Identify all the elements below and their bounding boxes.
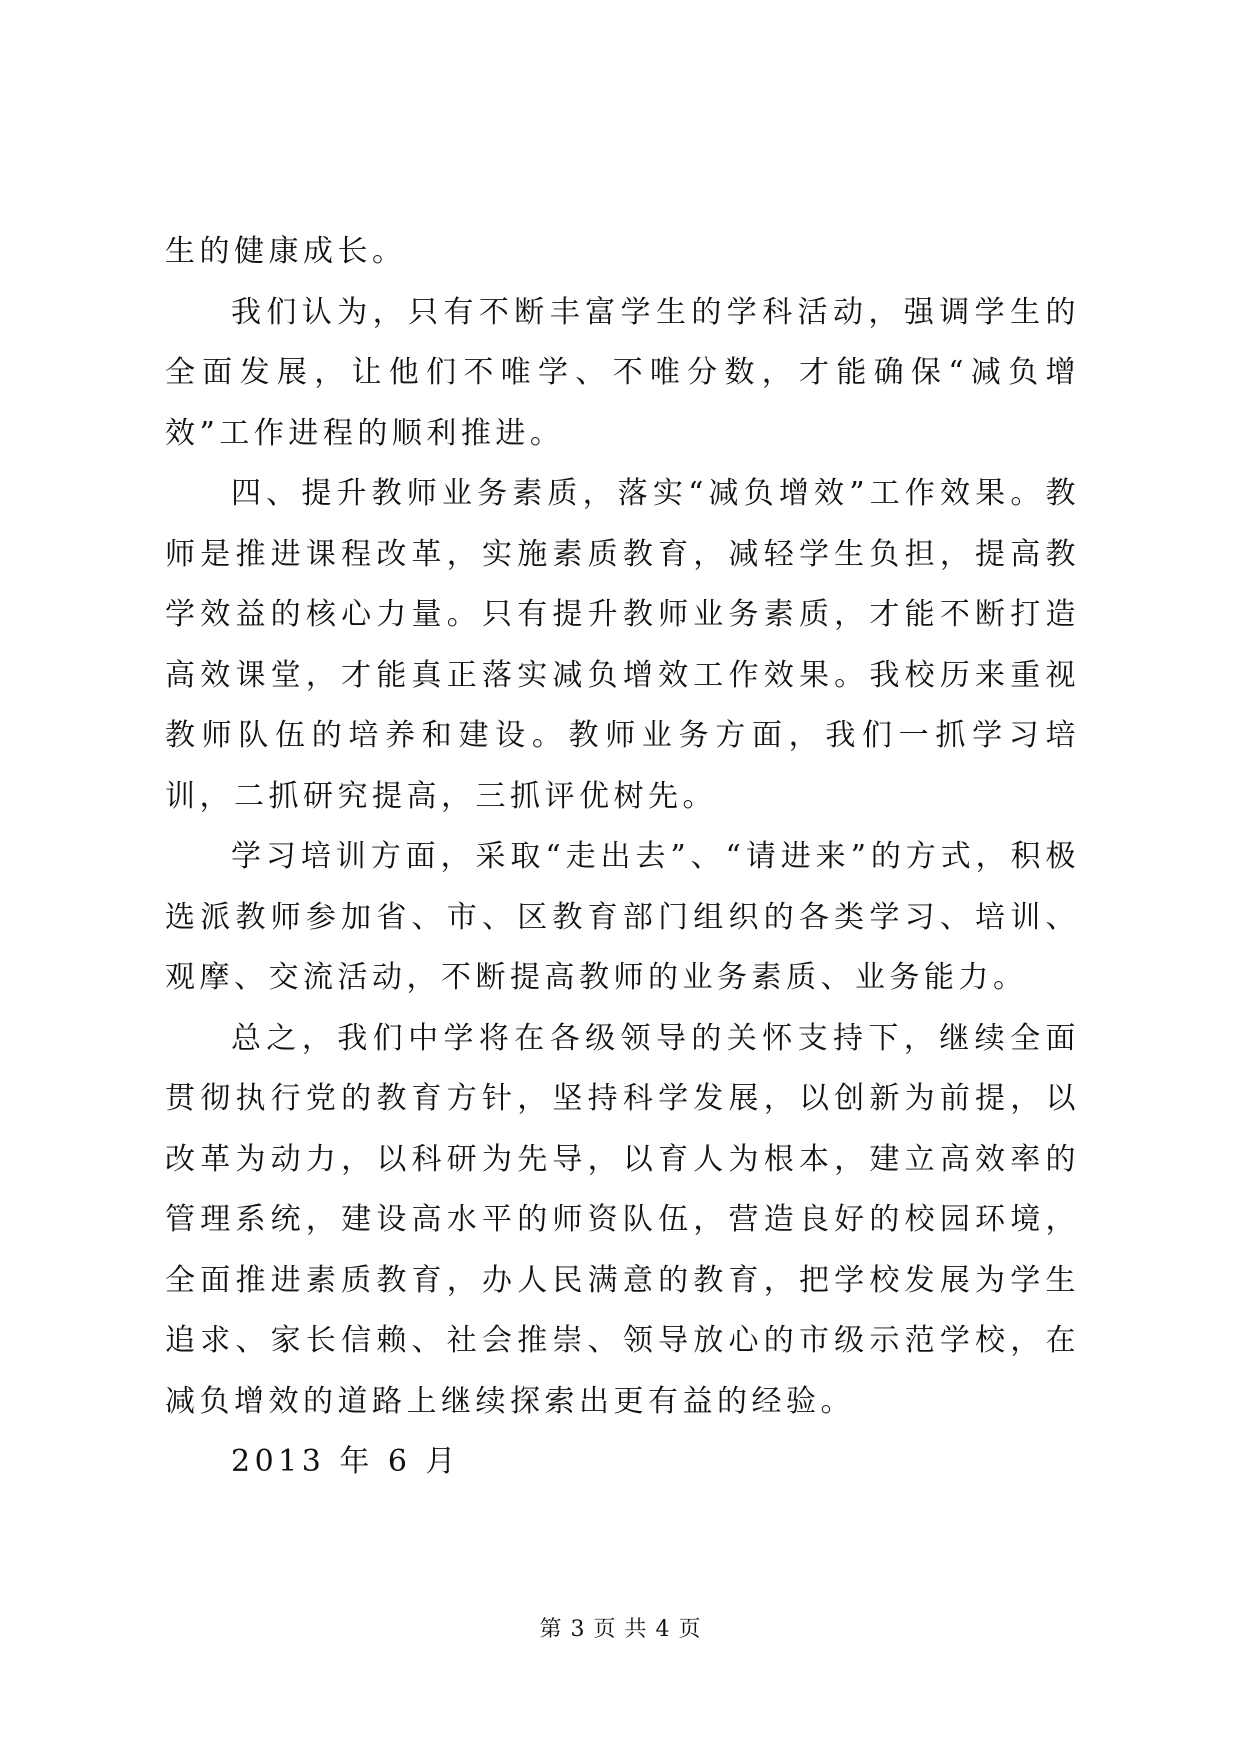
- document-body: [165, 222, 1080, 1493]
- paragraph-training: 学习培训方面，采取“走出去”、“请进来”的方式，积极选派教师参加省、市、区教育部门组织的各类学习、培训、观摩、交流活动，不断提高教师的业务素质、业务能力。: [165, 839, 1080, 995]
- paragraph-teacher-quality: 四、提升教师业务素质，落实“减负增效”工作效果。教师是推进课程改革，实施素质教育，减轻学生负担，提高教学效益的核心力量。只有提升教师业务素质，才能不断打造高效课堂，才能真正落实减负增效工作效果。我校历来重视教师队伍的培养和建设。教师业务方面，我们一抓学习培训，二抓研究提高，三抓评优树先。: [165, 476, 1080, 814]
- paragraph-subject-activities: 我们认为，只有不断丰富学生的学科活动，强调学生的全面发展，让他们不唯学、不唯分数，才能确保“减负增效”工作进程的顺利推进。: [165, 294, 1080, 451]
- page-number-footer: 第 3 页 共 4 页: [539, 1617, 702, 1642]
- paragraph-conclusion: 总之，我们中学将在各级领导的关怀支持下，继续全面贯彻执行党的教育方针，坚持科学发展，以创新为前提，以改革为动力，以科研为先导，以育人为根本，建立高效率的管理系统，建设高水平的师资队伍，营造良好的校园环境，全面推进素质教育，办人民满意的教育，把学校发展为学生追求、家长信赖、社会推崇、领导放心的市级示范学校，在减负增效的道路上继续探索出更有益的经验。: [165, 1020, 1080, 1419]
- paragraph-continuation: 生的健康成长。: [165, 234, 407, 269]
- document-date: 2013 年 6 月: [231, 1444, 461, 1479]
